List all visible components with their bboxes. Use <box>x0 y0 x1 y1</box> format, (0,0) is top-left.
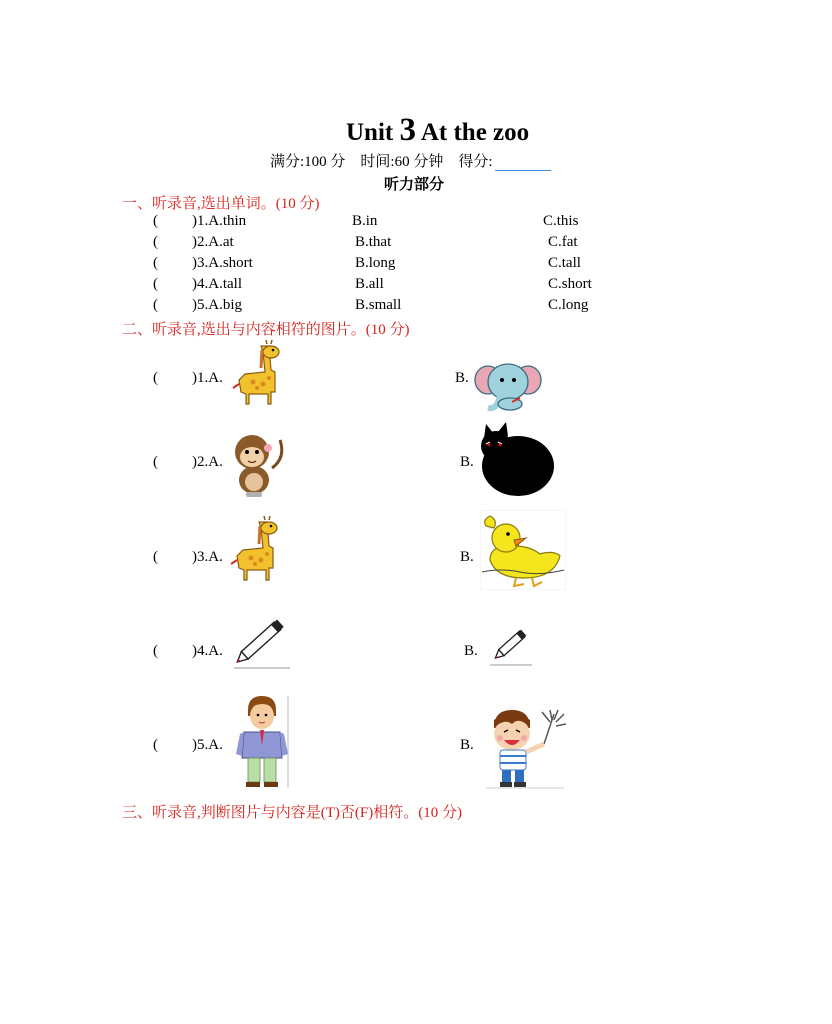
giraffe-icon[interactable] <box>229 516 283 586</box>
option-b: B.all <box>355 276 384 292</box>
option-c: C.long <box>548 297 589 313</box>
option-a: )1.A. <box>192 370 223 386</box>
option-a: )2.A.at <box>192 234 234 250</box>
option-b: B.long <box>355 255 396 271</box>
option-c: C.fat <box>548 234 578 250</box>
answer-paren[interactable]: ( <box>153 234 158 250</box>
answer-paren[interactable]: ( <box>153 276 158 292</box>
elephant-icon[interactable] <box>468 354 546 414</box>
score-label: 得分: <box>458 154 493 170</box>
option-b: B.in <box>352 213 378 229</box>
listening-part-heading: 听力部分 <box>384 177 445 193</box>
option-a: )5.A. <box>192 737 223 753</box>
monkey-icon[interactable] <box>228 428 288 498</box>
answer-paren[interactable]: ( <box>153 549 158 565</box>
answer-paren[interactable]: ( <box>153 370 158 386</box>
short-boy-icon[interactable] <box>484 708 566 790</box>
option-b: B.small <box>355 297 402 313</box>
page-title <box>346 112 529 149</box>
section2-heading: 二、听录音,选出与内容相符的图片。(10 分) <box>122 322 410 338</box>
fat-cat-icon[interactable] <box>472 420 556 498</box>
answer-paren[interactable]: ( <box>153 737 158 753</box>
option-b: B. <box>464 643 478 659</box>
answer-paren[interactable]: ( <box>153 454 158 470</box>
giraffe-icon[interactable] <box>231 340 285 410</box>
exam-meta <box>270 150 551 171</box>
option-b: B.that <box>355 234 392 250</box>
answer-paren[interactable]: ( <box>153 255 158 271</box>
option-a: )3.A. <box>192 549 223 565</box>
answer-paren[interactable]: ( <box>153 643 158 659</box>
time-limit: 时间:60 分钟 <box>360 154 444 170</box>
tall-man-icon[interactable] <box>234 696 290 788</box>
duck-icon[interactable] <box>480 510 566 590</box>
option-c: C.tall <box>548 255 581 271</box>
title-text-rest: At the zoo <box>415 119 530 146</box>
option-a: )2.A. <box>192 454 223 470</box>
option-b: B. <box>460 737 474 753</box>
section1-heading: 一、听录音,选出单词。(10 分) <box>122 196 320 212</box>
option-a: )1.A.thin <box>192 213 247 229</box>
option-b: B. <box>460 454 474 470</box>
answer-paren[interactable]: ( <box>153 297 158 313</box>
section3-heading: 三、听录音,判断图片与内容是(T)否(F)相符。(10 分) <box>122 805 462 821</box>
option-c: C.this <box>543 213 579 229</box>
option-c: C.short <box>548 276 592 292</box>
option-b: B. <box>455 370 469 386</box>
unit-number: 3 <box>399 112 416 148</box>
option-a: )3.A.short <box>192 255 253 271</box>
full-marks: 满分:100 分 <box>270 154 346 170</box>
score-blank[interactable] <box>495 156 551 171</box>
option-b: B. <box>460 549 474 565</box>
option-a: )4.A. <box>192 643 223 659</box>
title-text: Unit <box>346 119 400 146</box>
long-pencil-icon[interactable] <box>230 612 292 672</box>
short-pencil-icon[interactable] <box>488 622 534 668</box>
option-a: )5.A.big <box>192 297 242 313</box>
option-a: )4.A.tall <box>192 276 242 292</box>
answer-paren[interactable]: ( <box>153 213 158 229</box>
